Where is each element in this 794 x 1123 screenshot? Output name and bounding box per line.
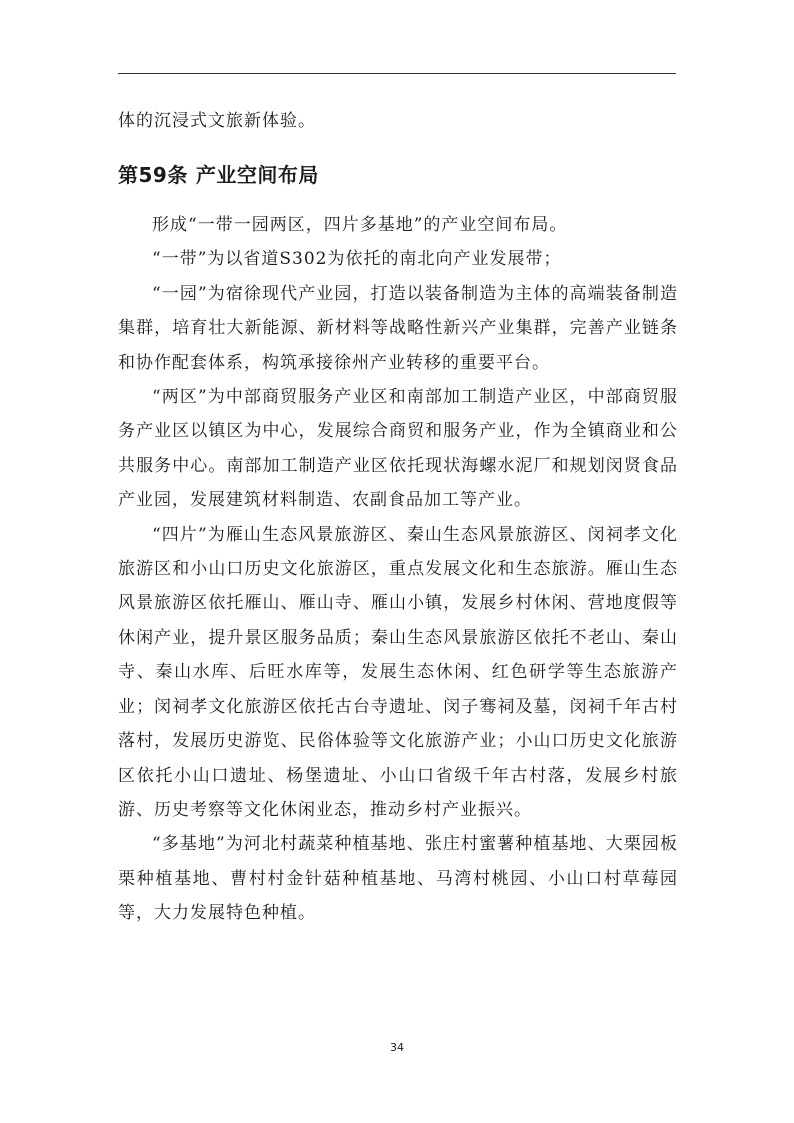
paragraph-intro: 形成“一带一园两区，四片多基地”的产业空间布局。: [152, 215, 568, 235]
page-number: 34: [390, 1041, 404, 1054]
section-heading: [118, 158, 319, 192]
section-number: 第59条: [118, 163, 188, 187]
section-title: 产业空间布局: [195, 163, 319, 187]
paragraph-four-areas: “四片”为雁山生态风景旅游区、秦山生态风景旅游区、闵祠孝文化旅游区和小山口历史文化旅游区，重点发展文化和生态旅游。雁山生态风景旅游区依托雁山、雁山寺、雁山小镇，发展乡村休闲、营地度假等休闲产业，提升景区服务品质；秦山生态风景旅游区依托不老山、秦山寺、秦山水库、后旺水库等，发展生态休闲、红色研学等生态旅游产业；闵祠孝文化旅游区依托古台寺遗址、闵子骞祠及墓，闵祠千年古村落村，发展历史游览、民俗体验等文化旅游产业；小山口历史文化旅游区依托小山口遗址、杨堡遗址、小山口省级千年古村落，发展乡村旅游、历史考察等文化休闲业态，推动乡村产业振兴。: [118, 524, 678, 820]
paragraph-multi-bases: “多基地”为河北村蔬菜种植基地、张庄村蜜薯种植基地、大栗园板栗种植基地、曹村村金针菇种植基地、马湾村桃园、小山口村草莓园等，大力发展特色种植。: [118, 834, 678, 924]
header-rule: [118, 73, 676, 74]
body-text: [118, 208, 678, 931]
paragraph-one-park: “一园”为宿徐现代产业园，打造以装备制造为主体的高端装备制造集群，培育壮大新能源、新材料等战略性新兴产业集群，完善产业链条和协作配套体系，构筑承接徐州产业转移的重要平台。: [118, 283, 678, 373]
paragraph-one-belt: “一带”为以省道S302为依托的南北向产业发展带；: [152, 249, 562, 270]
paragraph-two-zones: “两区”为中部商贸服务产业区和南部加工制造产业区，中部商贸服务产业区以镇区为中心，发展综合商贸和服务产业，作为全镇商业和公共服务中心。南部加工制造产业区依托现状海螺水泥厂和规划闵贤食品产业园，发展建筑材料制造、农副食品加工等产业。: [118, 387, 678, 511]
continuation-text: 体的沉浸式文旅新体验。: [118, 111, 316, 131]
